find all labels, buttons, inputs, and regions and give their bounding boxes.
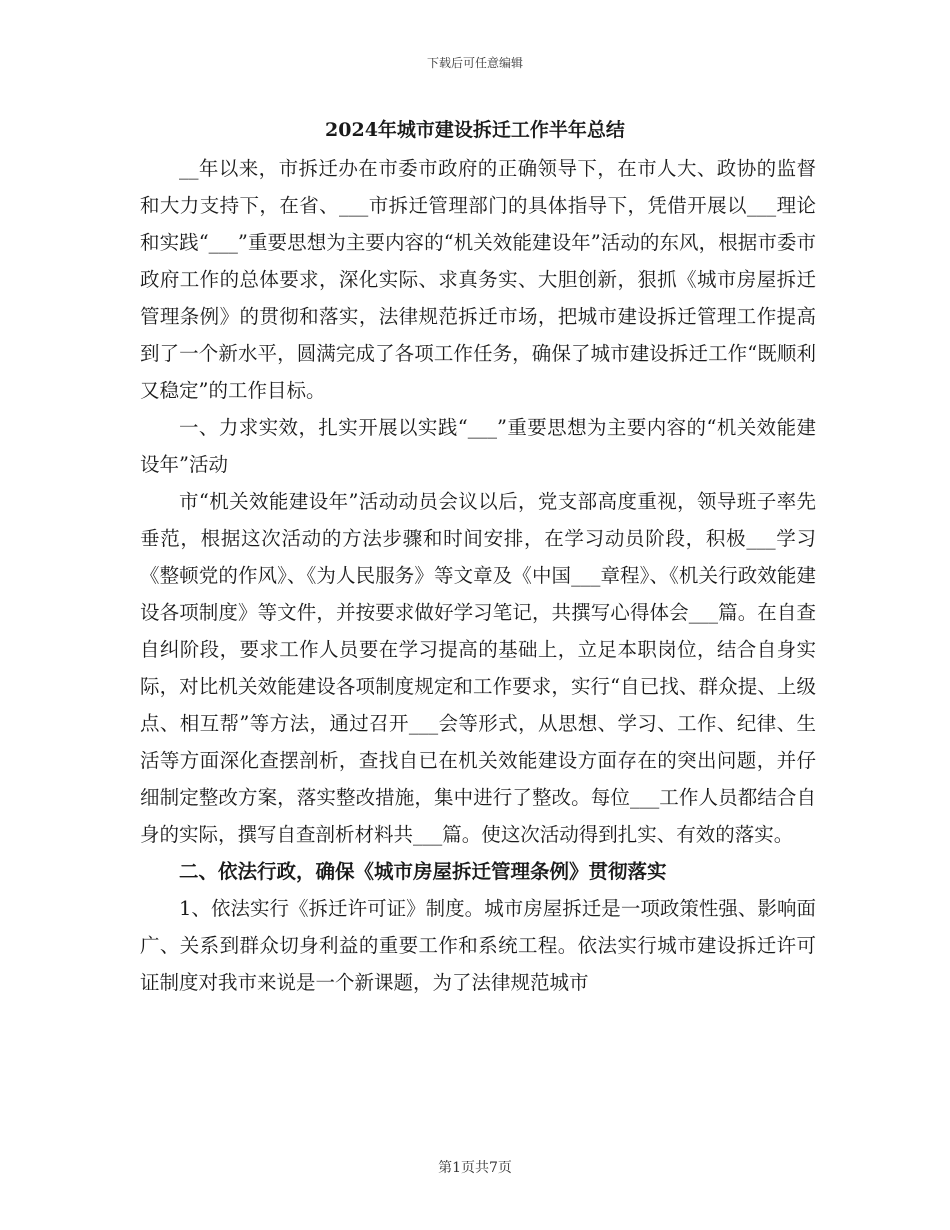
document-title: 2024年城市建设拆迁工作半年总结 bbox=[325, 119, 625, 141]
paragraph-section-2-item-1: 1、依法实行《拆迁许可证》制度。城市房屋拆迁是一项政策性强、影响面广、关系到群众切身利益的重要工作和系统工程。依法实行城市建设拆迁许可证制度对我市来说是一个新课题，为了法律规范城市 bbox=[140, 897, 816, 994]
paragraph-section-1: 市“机关效能建设年”活动动员会议以后，党支部高度重视，领导班子率先垂范，根据这次活动的方法步骤和时间安排，在学习动员阶段，积极___学习《整顿党的作风》、《为人民服务》等文章及《中国___章程》、《机关行政效能建设各项制度》等文件，并按要求做好学习笔记，共撰写心得体会___篇。在自查自纠阶段，要求工作人员要在学习提高的基础上，立足本职岗位，结合自身实际，对比机关效能建设各项制度规定和工作要求，实行“自已找、群众提、上级点、相互帮”等方法，通过召开___会等形式，从思想、学习、工作、纪律、生活等方面深化查摆剖析，查找自已在机关效能建设方面存在的突出问题，并仔细制定整改方案，落实整改措施，集中进行了整改。每位___工作人员都结合自身的实际，撰写自查剖析材料共___篇。使这次活动得到扎实、有效的落实。 bbox=[140, 490, 816, 846]
paragraph-intro: __年以来，市拆迁办在市委市政府的正确领导下，在市人大、政协的监督和大力支持下，在省、___市拆迁管理部门的具体指导下，凭借开展以___理论和实践“___”重要思想为主要内容的“机关效能建设年”活动的东风，根据市委市政府工作的总体要求，深化实际、求真务实、大胆创新，狠抓《城市房屋拆迁管理条例》的贯彻和落实，法律规范拆迁市场，把城市建设拆迁管理工作提高到了一个新水平，圆满完成了各项工作任务，确保了城市建设拆迁工作“既顺利又稳定”的工作目标。 bbox=[140, 157, 816, 402]
page-indicator: 第1页共7页 bbox=[438, 1160, 512, 1176]
section-heading-2: 二、依法行政，确保《城市房屋拆迁管理条例》贯彻落实 bbox=[179, 860, 667, 883]
header-note: 下载后可任意编辑 bbox=[426, 56, 523, 70]
section-heading-1: 一、力求实效，扎实开展以实践“___”重要思想为主要内容的“机关效能建设年”活动 bbox=[140, 416, 816, 476]
document-body bbox=[140, 150, 816, 1001]
